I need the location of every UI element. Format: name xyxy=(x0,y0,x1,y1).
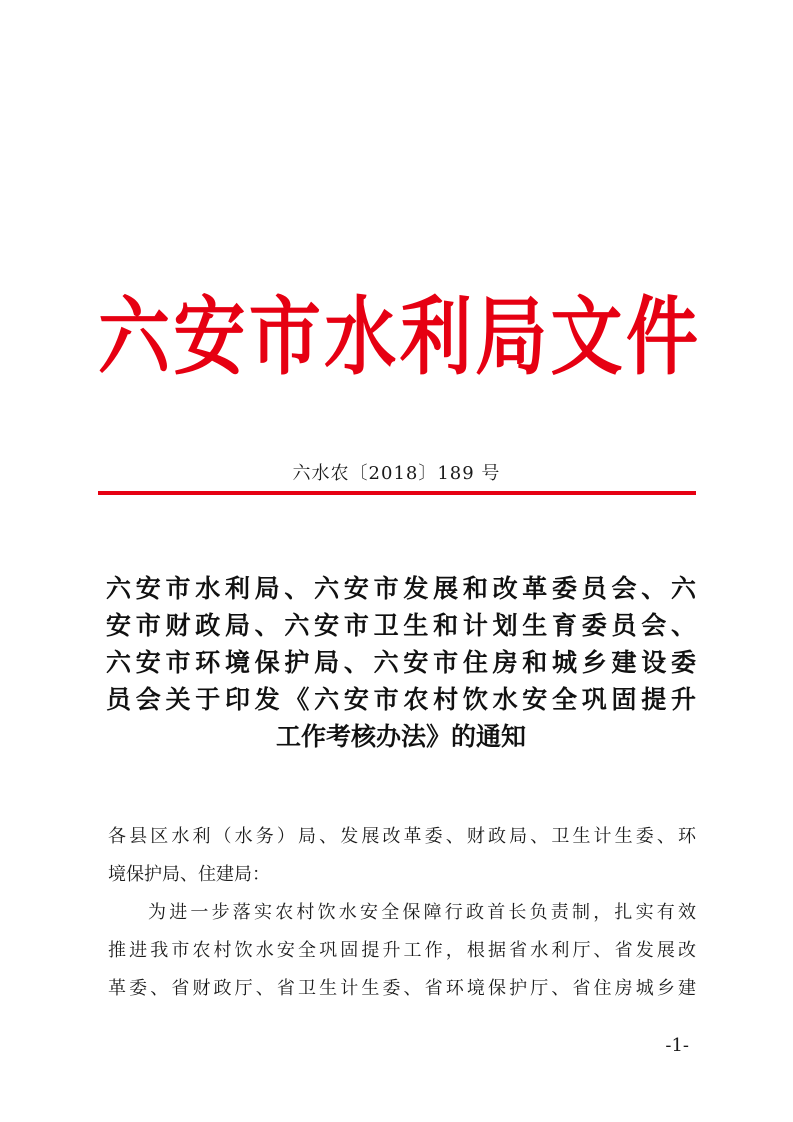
title-line: 员会关于印发《六安市农村饮水安全巩固提升 xyxy=(106,685,696,714)
paragraph-line: 革委、省财政厅、省卫生计生委、省环境保护厅、省住房城乡建 xyxy=(108,978,696,999)
title-line: 安市财政局、六安市卫生和计划生育委员会、 xyxy=(106,611,696,640)
title-line: 六安市环境保护局、六安市住房和城乡建设委 xyxy=(106,648,696,677)
masthead-title: 六安市水利局文件 xyxy=(98,287,698,387)
title-line: 六安市水利局、六安市发展和改革委员会、六 xyxy=(106,574,696,603)
paragraph-line: 推进我市农村饮水安全巩固提升工作，根据省水利厅、省发展改 xyxy=(108,940,696,961)
notice-title xyxy=(106,570,696,755)
addressee-line: 境保护局、住建局： xyxy=(108,864,270,885)
paragraph-line: 为进一步落实农村饮水安全保障行政首长负责制，扎实有效 xyxy=(148,902,696,923)
title-line: 工作考核办法》的通知 xyxy=(275,722,526,751)
addressee-line: 各县区水利（水务）局、发展改革委、财政局、卫生计生委、环 xyxy=(108,826,696,847)
body-text xyxy=(108,818,696,1008)
document-number: 六水农〔2018〕189 号 xyxy=(292,463,501,484)
page-number: -1- xyxy=(665,1035,689,1056)
red-divider-rule xyxy=(98,491,696,495)
